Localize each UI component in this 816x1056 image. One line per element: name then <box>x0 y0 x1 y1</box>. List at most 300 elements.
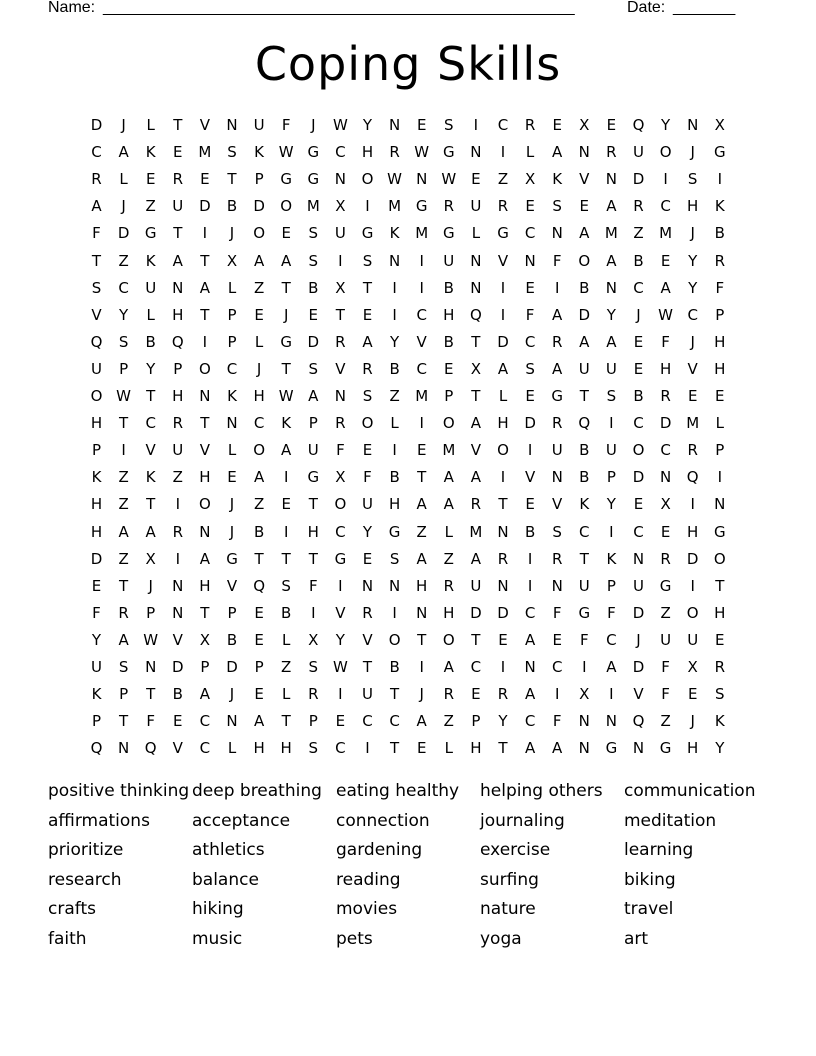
grid-letter: C <box>335 522 346 541</box>
grid-letter: F <box>525 305 535 324</box>
word-list-item: helping others <box>480 781 603 801</box>
grid-letter: E <box>173 143 183 162</box>
grid-letter: U <box>253 116 265 134</box>
grid-letter: N <box>172 576 184 595</box>
word-list-item: faith <box>48 929 87 949</box>
grid-letter: E <box>227 468 237 487</box>
grid-letter: K <box>145 143 156 162</box>
grid-letter: E <box>362 305 373 324</box>
grid-letter: X <box>470 359 482 378</box>
grid-letter: Q <box>253 576 265 595</box>
grid-letter: Z <box>118 468 129 487</box>
grid-letter: N <box>145 658 157 676</box>
grid-letter: L <box>525 143 535 162</box>
grid-letter: N <box>470 278 482 297</box>
grid-letter: T <box>91 251 102 270</box>
grid-letter: C <box>335 739 346 758</box>
grid-letter: U <box>578 359 590 378</box>
grid-letter: N <box>578 712 590 731</box>
grid-letter: B <box>714 224 725 243</box>
grid-letter: B <box>226 197 238 216</box>
grid-letter: N <box>172 278 184 297</box>
grid-letter: N <box>361 576 374 595</box>
grid-letter: P <box>119 359 129 378</box>
word-list-item: research <box>48 869 122 890</box>
grid-letter: P <box>308 414 318 433</box>
grid-letter: O <box>713 549 726 568</box>
grid-letter: N <box>497 576 509 595</box>
grid-letter: M <box>415 387 429 405</box>
grid-letter: T <box>200 603 210 622</box>
grid-letter: V <box>172 630 183 649</box>
grid-letter: N <box>226 116 238 134</box>
grid-letter: T <box>579 387 589 405</box>
grid-letter: M <box>388 197 402 216</box>
grid-letter: H <box>199 468 211 487</box>
grid-letter: N <box>172 603 184 622</box>
grid-letter: G <box>659 739 672 758</box>
grid-letter: S <box>715 685 725 704</box>
grid-letter: B <box>389 359 400 378</box>
word-search-grid <box>83 112 733 760</box>
grid-letter: F <box>92 224 101 243</box>
grid-letter: J <box>636 305 641 324</box>
grid-row <box>83 654 733 681</box>
grid-letter: I <box>283 522 289 541</box>
grid-letter: T <box>335 305 345 324</box>
grid-letter: R <box>443 197 455 216</box>
grid-letter: T <box>146 387 156 405</box>
grid-letter: E <box>525 278 535 297</box>
grid-letter: R <box>308 685 319 704</box>
grid-letter: J <box>229 224 235 243</box>
grid-letter: Z <box>660 712 671 731</box>
grid-letter: N <box>199 387 211 405</box>
grid-letter: N <box>524 658 536 676</box>
grid-letter: I <box>121 441 126 460</box>
grid-letter: C <box>660 197 671 216</box>
grid-letter: N <box>687 116 699 134</box>
grid-letter: T <box>146 495 156 514</box>
grid-letter: A <box>199 549 211 568</box>
grid-letter: B <box>443 332 454 351</box>
grid-letter: R <box>551 414 563 433</box>
grid-letter: O <box>632 441 645 460</box>
grid-letter: S <box>308 359 319 378</box>
grid-letter: C <box>633 278 644 297</box>
grid-letter: F <box>336 441 345 460</box>
grid-letter: I <box>419 414 424 433</box>
grid-letter: D <box>90 116 103 134</box>
grid-letter: J <box>148 576 153 595</box>
grid-letter: U <box>660 630 672 649</box>
grid-letter: P <box>227 305 237 324</box>
grid-letter: U <box>145 278 157 297</box>
grid-letter: N <box>605 712 617 731</box>
grid-letter: U <box>443 251 455 270</box>
grid-row <box>83 464 733 491</box>
grid-letter: D <box>659 414 672 433</box>
grid-letter: I <box>202 224 208 243</box>
grid-letter: H <box>687 197 699 216</box>
grid-letter: I <box>500 468 506 487</box>
grid-letter: T <box>308 549 318 568</box>
grid-letter: P <box>308 712 318 731</box>
grid-letter: N <box>578 739 590 758</box>
grid-letter: G <box>144 224 157 243</box>
grid-row <box>83 410 733 437</box>
grid-letter: G <box>659 576 672 595</box>
grid-letter: P <box>606 468 616 487</box>
grid-letter: D <box>172 658 184 676</box>
grid-letter: N <box>388 251 401 270</box>
grid-letter: H <box>470 739 482 758</box>
grid-letter: X <box>524 170 536 189</box>
grid-letter: V <box>362 630 373 649</box>
grid-letter: X <box>335 278 346 297</box>
grid-letter: A <box>470 414 482 433</box>
grid-letter: N <box>470 251 482 270</box>
grid-letter: H <box>443 305 455 324</box>
grid-letter: R <box>362 359 373 378</box>
grid-letter: G <box>497 224 509 243</box>
grid-letter: A <box>606 332 617 351</box>
grid-letter: D <box>524 414 536 433</box>
grid-letter: A <box>552 739 563 758</box>
grid-letter: I <box>690 576 695 595</box>
grid-row <box>83 600 733 627</box>
grid-letter: G <box>713 522 726 541</box>
grid-letter: R <box>551 332 563 351</box>
grid-letter: S <box>308 739 319 758</box>
grid-letter: A <box>552 143 563 162</box>
grid-letter: E <box>606 116 617 134</box>
grid-letter: T <box>417 468 427 487</box>
grid-letter: A <box>281 251 292 270</box>
grid-letter: D <box>632 468 645 487</box>
grid-letter: F <box>661 332 670 351</box>
grid-letter: I <box>554 685 560 704</box>
grid-letter: W <box>387 170 403 189</box>
grid-letter: A <box>606 197 617 216</box>
grid-letter: H <box>361 143 374 162</box>
grid-row <box>83 491 733 518</box>
grid-letter: L <box>146 305 155 324</box>
grid-letter: T <box>362 278 373 297</box>
grid-letter: I <box>392 441 397 460</box>
grid-letter: Y <box>688 251 698 270</box>
grid-letter: V <box>91 305 102 324</box>
header <box>48 0 748 20</box>
grid-letter: B <box>443 278 454 297</box>
grid-letter: B <box>579 441 590 460</box>
word-list-item: reading <box>336 869 401 890</box>
grid-letter: I <box>663 170 668 189</box>
grid-letter: R <box>335 332 346 351</box>
grid-letter: R <box>714 658 726 676</box>
grid-letter: T <box>715 576 725 595</box>
grid-letter: Y <box>390 332 400 351</box>
grid-letter: B <box>308 278 319 297</box>
grid-letter: O <box>578 251 591 270</box>
grid-letter: X <box>579 685 590 704</box>
grid-letter: A <box>253 251 265 270</box>
word-list-item: music <box>192 929 243 949</box>
grid-letter: L <box>444 739 453 758</box>
grid-row <box>83 248 733 275</box>
grid-letter: P <box>227 603 237 622</box>
grid-letter: E <box>525 495 535 514</box>
grid-letter: K <box>606 549 617 568</box>
grid-letter: Z <box>118 495 129 514</box>
grid-letter: G <box>334 549 347 568</box>
grid-letter: X <box>335 468 346 487</box>
grid-letter: H <box>253 387 265 405</box>
grid-letter: G <box>388 522 401 541</box>
grid-letter: T <box>119 414 129 433</box>
grid-letter: S <box>227 143 237 162</box>
grid-letter: G <box>307 170 320 189</box>
grid-letter: C <box>633 522 644 541</box>
grid-letter: E <box>173 712 183 731</box>
grid-letter: R <box>497 197 509 216</box>
grid-letter: R <box>362 603 373 622</box>
grid-letter: O <box>280 197 293 216</box>
grid-letter: U <box>687 630 699 649</box>
word-list-item: gardening <box>336 840 423 861</box>
grid-letter: F <box>579 630 589 649</box>
grid-letter: Y <box>715 739 725 758</box>
grid-letter: N <box>388 116 401 134</box>
grid-letter: D <box>117 224 130 243</box>
grid-letter: R <box>91 170 102 189</box>
grid-letter: K <box>254 143 265 162</box>
grid-letter: N <box>714 495 726 514</box>
grid-letter: N <box>551 468 563 487</box>
grid-letter: D <box>90 549 103 568</box>
grid-letter: C <box>660 441 671 460</box>
grid-letter: D <box>226 658 238 676</box>
grid-letter: I <box>473 116 479 134</box>
grid-letter: J <box>690 712 695 731</box>
grid-letter: S <box>362 251 373 270</box>
grid-letter: T <box>471 387 481 405</box>
grid-letter: M <box>306 197 320 216</box>
grid-letter: I <box>554 278 560 297</box>
grid-letter: P <box>119 685 129 704</box>
grid-letter: A <box>91 197 102 216</box>
grid-letter: U <box>172 197 184 216</box>
grid-letter: H <box>199 576 211 595</box>
grid-letter: T <box>200 305 210 324</box>
grid-letter: H <box>253 739 265 758</box>
grid-letter: X <box>687 658 698 676</box>
grid-letter: Y <box>606 305 616 324</box>
grid-letter: K <box>145 468 156 487</box>
grid-letter: U <box>470 576 482 595</box>
grid-letter: U <box>91 359 102 378</box>
grid-letter: T <box>390 739 400 758</box>
grid-letter: A <box>118 143 129 162</box>
grid-letter: O <box>361 170 374 189</box>
word-list-item: affirmations <box>48 810 150 831</box>
grid-letter: N <box>632 549 645 568</box>
grid-letter: F <box>308 576 318 595</box>
word-list-item: eating healthy <box>336 781 460 801</box>
word-list-item: journaling <box>480 810 565 831</box>
grid-letter: A <box>470 468 482 487</box>
grid-letter: D <box>632 658 645 676</box>
grid-row <box>83 627 733 654</box>
grid-letter: T <box>308 495 318 514</box>
grid-letter: C <box>497 116 509 134</box>
grid-letter: P <box>715 441 725 460</box>
grid-letter: E <box>281 224 291 243</box>
grid-letter: N <box>551 224 563 243</box>
date-line: _______ <box>673 0 736 16</box>
grid-letter: I <box>175 549 181 568</box>
grid-letter: Z <box>145 197 156 216</box>
grid-letter: K <box>552 170 563 189</box>
grid-letter: A <box>579 224 590 243</box>
grid-letter: T <box>471 332 481 351</box>
grid-letter: T <box>173 224 183 243</box>
grid-letter: G <box>280 332 292 351</box>
grid-letter: E <box>416 739 427 758</box>
grid-letter: X <box>579 116 590 134</box>
grid-letter: H <box>687 522 699 541</box>
grid-letter: R <box>714 251 726 270</box>
grid-letter: T <box>173 116 183 134</box>
grid-letter: T <box>200 251 210 270</box>
grid-letter: L <box>227 278 237 297</box>
grid-letter: E <box>254 305 264 324</box>
grid-letter: R <box>443 576 455 595</box>
grid-letter: I <box>419 658 424 676</box>
grid-letter: I <box>609 522 614 541</box>
grid-letter: V <box>524 468 536 487</box>
grid-letter: Y <box>335 630 345 649</box>
grid-letter: W <box>332 116 348 134</box>
grid-letter: P <box>173 359 183 378</box>
grid-letter: L <box>227 739 237 758</box>
grid-letter: N <box>605 170 617 189</box>
grid-letter: R <box>524 116 536 134</box>
grid-letter: G <box>415 197 428 216</box>
grid-letter: O <box>442 414 455 433</box>
grid-letter: I <box>392 305 397 324</box>
word-list-item: prioritize <box>48 840 124 861</box>
grid-letter: E <box>444 359 454 378</box>
word-list-item: positive thinking <box>48 781 190 801</box>
grid-letter: Z <box>118 251 129 270</box>
grid-letter: E <box>715 387 725 405</box>
grid-letter: K <box>91 468 102 487</box>
grid-letter: U <box>334 224 346 243</box>
grid-letter: E <box>362 441 373 460</box>
grid-letter: N <box>199 522 211 541</box>
grid-letter: Z <box>172 468 183 487</box>
grid-letter: A <box>308 387 319 405</box>
grid-letter: U <box>633 576 644 595</box>
grid-letter: S <box>525 359 535 378</box>
grid-letter: X <box>145 549 156 568</box>
grid-letter: L <box>444 522 453 541</box>
grid-letter: T <box>281 278 291 297</box>
grid-letter: J <box>283 305 289 324</box>
grid-letter: W <box>143 630 159 649</box>
grid-letter: A <box>253 712 265 731</box>
grid-letter: Z <box>281 658 292 676</box>
grid-row <box>83 573 733 600</box>
grid-letter: J <box>229 495 235 514</box>
grid-letter: T <box>390 685 400 704</box>
grid-letter: Y <box>606 495 616 514</box>
grid-letter: A <box>199 278 211 297</box>
grid-letter: B <box>226 630 238 649</box>
grid-letter: C <box>579 522 590 541</box>
grid-letter: V <box>199 116 211 134</box>
grid-letter: E <box>687 685 698 704</box>
grid-letter: I <box>338 576 343 595</box>
grid-letter: M <box>198 143 212 162</box>
grid-letter: C <box>470 658 482 676</box>
grid-letter: Q <box>632 116 645 134</box>
grid-letter: E <box>552 630 562 649</box>
grid-letter: C <box>91 143 102 162</box>
grid-letter: Y <box>119 305 129 324</box>
grid-letter: G <box>307 468 320 487</box>
grid-letter: K <box>91 685 102 704</box>
grid-letter: I <box>527 549 533 568</box>
grid-letter: Z <box>416 522 427 541</box>
grid-letter: I <box>338 685 343 704</box>
grid-letter: W <box>441 170 457 189</box>
grid-letter: D <box>253 197 265 216</box>
grid-letter: H <box>714 332 726 351</box>
grid-letter: T <box>254 549 264 568</box>
word-list-item: meditation <box>624 810 717 831</box>
grid-row <box>83 139 733 166</box>
grid-letter: P <box>91 441 102 460</box>
grid-letter: Z <box>443 549 454 568</box>
grid-letter: R <box>443 685 455 704</box>
grid-letter: R <box>660 387 671 405</box>
grid-letter: U <box>578 576 590 595</box>
grid-letter: G <box>442 143 455 162</box>
grid-letter: A <box>118 522 129 541</box>
grid-letter: E <box>498 630 508 649</box>
grid-row <box>83 519 733 546</box>
grid-letter: Z <box>118 549 129 568</box>
grid-letter: T <box>200 414 210 433</box>
grid-letter: Q <box>144 739 157 758</box>
grid-letter: F <box>146 712 155 731</box>
grid-letter: O <box>388 630 401 649</box>
grid-letter: N <box>334 170 346 189</box>
grid-letter: I <box>527 441 533 460</box>
grid-letter: E <box>281 495 291 514</box>
grid-letter: I <box>717 170 723 189</box>
grid-letter: P <box>254 658 264 676</box>
grid-letter: M <box>442 441 456 460</box>
grid-letter: T <box>498 739 508 758</box>
grid-letter: C <box>199 739 211 758</box>
grid-letter: F <box>281 116 291 134</box>
grid-letter: N <box>226 712 238 731</box>
grid-letter: O <box>198 495 211 514</box>
grid-letter: V <box>687 359 698 378</box>
